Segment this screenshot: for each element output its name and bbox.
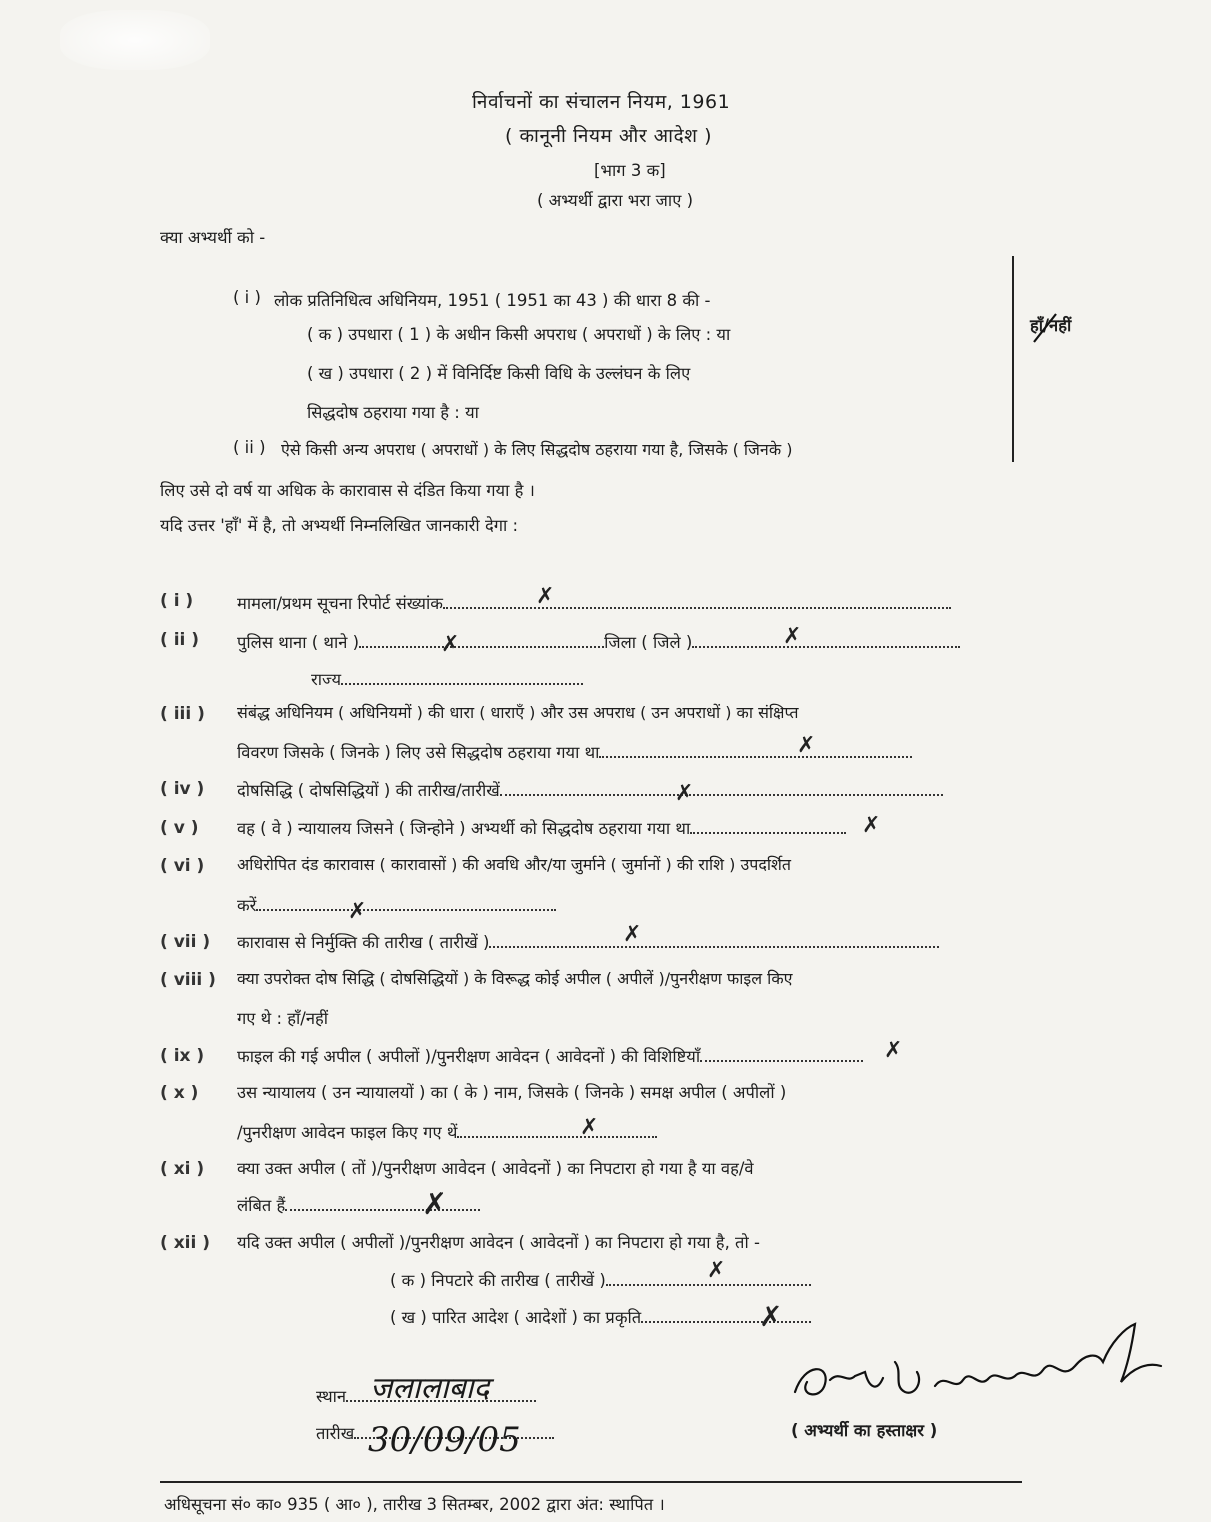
question-i-a: ( क ) उपधारा ( 1 ) के अधीन किसी अपराध ( अपराधों ) के लिए : या — [307, 325, 731, 344]
date-label: तारीख — [316, 1424, 355, 1443]
cross-mark-iii: ✗ — [797, 733, 816, 758]
item-i-field[interactable] — [443, 595, 951, 609]
item-xii-number: ( xii ) — [160, 1233, 210, 1253]
cross-mark-vii: ✗ — [623, 922, 642, 947]
cross-mark-xii-a: ✗ — [707, 1258, 726, 1283]
item-ix-row — [237, 1044, 863, 1067]
item-v-label: वह ( वे ) न्यायालय जिसने ( जिन्होने ) अभ्यर्थी को सिद्धदोष ठहराया गया था — [237, 819, 691, 838]
document-title: निर्वाचनों का संचालन नियम, 1961 — [472, 91, 731, 113]
item-ii-state-row — [311, 667, 583, 690]
cross-mark-ix: ✗ — [884, 1038, 903, 1063]
item-ii-police-field[interactable] — [359, 634, 604, 648]
item-iii-number: ( iii ) — [160, 704, 205, 724]
candidate-signature — [785, 1322, 1165, 1412]
item-xii-b-label: ( ख ) पारित आदेश ( आदेशों ) का प्रकृति — [390, 1308, 642, 1327]
cross-mark-v: ✗ — [862, 813, 881, 838]
question-ii-number: ( ii ) — [233, 438, 266, 457]
answer-column-divider — [1012, 256, 1014, 462]
item-xii-b-row — [390, 1305, 811, 1328]
item-iii-field[interactable] — [599, 744, 912, 758]
item-ii-police-label: पुलिस थाना ( थाने ) — [237, 633, 360, 652]
item-ii-state-field[interactable] — [341, 671, 583, 685]
item-iv-label: दोषसिद्धि ( दोषसिद्धियों ) की तारीख/तारीखें — [237, 781, 500, 800]
item-ii-state-label: राज्य — [311, 670, 342, 689]
notification-footnote: अधिसूचना सं० का० 935 ( आ० ), तारीख 3 सितम्बर, 2002 द्वारा अंत: स्थापित । — [164, 1495, 665, 1514]
document-subtitle: ( कानूनी नियम और आदेश ) — [505, 125, 713, 147]
item-ii-district-field[interactable] — [692, 634, 960, 648]
cross-mark-xi: ✗ — [422, 1187, 448, 1222]
place-label: स्थान — [316, 1387, 347, 1406]
paper-smudge — [60, 10, 210, 70]
item-ix-number: ( ix ) — [160, 1046, 205, 1066]
question-i-c: सिद्धदोष ठहराया गया है : या — [307, 403, 479, 422]
item-ix-field[interactable] — [700, 1048, 863, 1062]
item-v-number: ( v ) — [160, 818, 199, 838]
item-xii-a-row — [390, 1268, 811, 1291]
question-i-text: लोक प्रतिनिधित्व अधिनियम, 1951 ( 1951 का 43 ) की धारा 8 की - — [274, 291, 711, 310]
item-ii-row — [237, 630, 960, 653]
item-vi-text-b: करें — [237, 896, 257, 915]
cross-mark-iv: ✗ — [675, 781, 694, 806]
cross-mark-x: ✗ — [580, 1115, 599, 1140]
item-i-row — [237, 591, 951, 614]
document-part: [भाग 3 क] — [594, 161, 666, 180]
item-i-number: ( i ) — [160, 591, 194, 611]
item-x-number: ( x ) — [160, 1083, 199, 1103]
item-xi-number: ( xi ) — [160, 1159, 205, 1179]
item-xi-field[interactable] — [285, 1197, 480, 1211]
item-iv-row — [237, 778, 943, 801]
item-vi-field[interactable] — [256, 897, 556, 911]
item-xi-text-a: क्या उक्त अपील ( तों )/पुनरीक्षण आवेदन ( आवेदनों ) का निपटारा हो गया है या वह/वे — [237, 1159, 754, 1178]
item-iv-number: ( iv ) — [160, 779, 205, 799]
item-viii-number: ( viii ) — [160, 970, 216, 990]
cross-mark-i: ✗ — [536, 584, 555, 609]
item-ix-label: फाइल की गई अपील ( अपीलों )/पुनरीक्षण आवेदन ( आवेदनों ) की विशिष्टियाँ — [237, 1047, 701, 1066]
item-xii-b-field[interactable] — [641, 1309, 811, 1323]
item-x-field[interactable] — [457, 1124, 657, 1138]
date-value: 30/09/05 — [368, 1420, 521, 1460]
question-ii-continuation: लिए उसे दो वर्ष या अधिक के कारावास से दंडित किया गया है । — [160, 481, 535, 500]
question-i-number: ( i ) — [233, 288, 261, 307]
item-v-row — [237, 816, 846, 839]
item-vii-field[interactable] — [489, 934, 939, 948]
item-vi-number: ( vi ) — [160, 856, 205, 876]
item-viii-text-b: गए थे : हाँ/नहीं — [237, 1009, 329, 1028]
item-xi-text-b: लंबित हैं — [237, 1196, 286, 1215]
cross-mark-vi: ✗ — [348, 899, 367, 924]
item-iii-text-b: विवरण जिसके ( जिनके ) लिए उसे सिद्धदोष ठहराया गया था — [237, 743, 600, 762]
item-x-text-a: उस न्यायालय ( उन न्यायालयों ) का ( के ) नाम, जिसके ( जिनके ) समक्ष अपील ( अपीलों ) — [237, 1083, 787, 1102]
item-v-field[interactable] — [690, 820, 846, 834]
item-vi-text-a: अधिरोपित दंड कारावास ( कारावासों ) की अवधि और/या जुर्माने ( जुर्मानों ) की राशि ) उपदर्शित — [237, 855, 791, 874]
question-ii-text: ऐसे किसी अन्य अपराध ( अपराधों ) के लिए सिद्धदोष ठहराया गया है, जिसके ( जिनके ) — [281, 440, 793, 459]
place-value: जलालाबाद — [370, 1371, 490, 1406]
item-vii-row — [237, 930, 939, 953]
item-vi-row — [237, 893, 556, 916]
item-iv-field[interactable] — [500, 782, 943, 796]
item-x-text-b: /पुनरीक्षण आवेदन फाइल किए गए थें — [237, 1123, 458, 1142]
cross-mark-xii-b: ✗ — [759, 1300, 783, 1333]
item-xii-text: यदि उक्त अपील ( अपीलों )/पुनरीक्षण आवेदन ( आवेदनों ) का निपटारा हो गया है, तो - — [237, 1233, 760, 1252]
item-i-label: मामला/प्रथम सूचना रिपोर्ट संख्यांक — [237, 594, 443, 613]
item-vii-label: कारावास से निर्मुक्ति की तारीख ( तारीखें ) — [237, 933, 490, 952]
signature-caption: ( अभ्यर्थी का हस्ताक्षर ) — [791, 1421, 938, 1440]
item-viii-text-a: क्या उपरोक्त दोष सिद्धि ( दोषसिद्धियों ) के विरूद्ध कोई अपील ( अपीलें )/पुनरीक्षण फाइल किए — [237, 969, 793, 988]
item-iii-text-a: संबंद्ध अधिनियम ( अधिनियमों ) की धारा ( धाराएँ ) और उस अपराध ( उन अपराधों ) का संक्षिप्त — [237, 703, 799, 722]
question-i-b: ( ख ) उपधारा ( 2 ) में विनिर्दिष्ट किसी विधि के उल्लंघन के लिए — [307, 364, 691, 383]
footer-rule — [160, 1481, 1022, 1483]
item-ii-number: ( ii ) — [160, 630, 200, 650]
document-instruction: ( अभ्यर्थी द्वारा भरा जाए ) — [537, 191, 694, 210]
yes-strike-mark — [1030, 312, 1060, 346]
item-xii-a-label: ( क ) निपटारे की तारीख ( तारीखें ) — [390, 1271, 606, 1290]
item-ii-district-label: जिला ( जिले ) — [604, 633, 693, 652]
intro-text: क्या अभ्यर्थी को - — [160, 228, 266, 247]
if-yes-instruction: यदि उत्तर 'हाँ' में है, तो अभ्यर्थी निम्नलिखित जानकारी देगा : — [160, 516, 519, 535]
cross-mark-ii-district: ✗ — [783, 624, 802, 649]
yes-no-answer: हाँ/नहीं — [1030, 316, 1072, 335]
item-vii-number: ( vii ) — [160, 932, 211, 952]
cross-mark-ii-police: ✗ — [441, 632, 460, 657]
